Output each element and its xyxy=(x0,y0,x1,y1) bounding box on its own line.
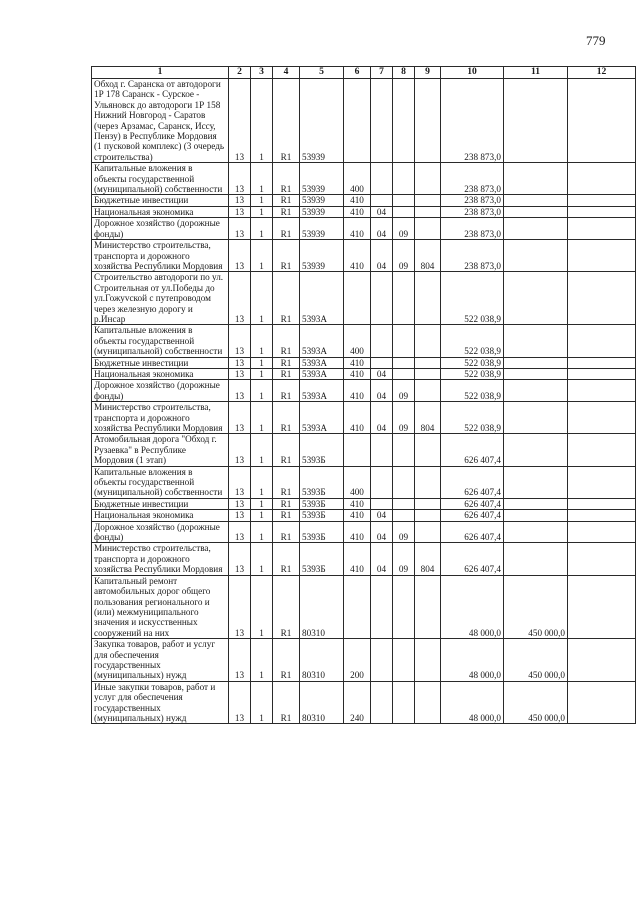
col-2-cell: 13 xyxy=(229,206,251,217)
col-10-cell: 522 038,9 xyxy=(441,357,504,368)
col-2-cell: 13 xyxy=(229,357,251,368)
col-10-cell: 238 873,0 xyxy=(441,195,504,206)
col-8-cell xyxy=(393,466,415,498)
col-5-cell: 53939 xyxy=(300,206,344,217)
col-2-cell: 13 xyxy=(229,380,251,402)
col-12-cell xyxy=(568,543,636,575)
col-12-cell xyxy=(568,195,636,206)
col-9-cell xyxy=(415,357,441,368)
col-8-cell xyxy=(393,79,415,163)
col-7-cell: 04 xyxy=(371,218,393,240)
col-11-cell xyxy=(504,368,568,379)
col-2-cell: 13 xyxy=(229,681,251,724)
table-row xyxy=(92,206,636,217)
row-name: Капитальные вложения в объекты государственной (муниципальной) собственности xyxy=(92,466,229,498)
table-row xyxy=(92,498,636,509)
table-row xyxy=(92,466,636,498)
col-11-cell: 450 000,0 xyxy=(504,681,568,724)
col-6-cell: 410 xyxy=(344,206,371,217)
column-header: 8 xyxy=(393,67,415,79)
col-6-cell: 410 xyxy=(344,521,371,543)
col-5-cell: 5393А xyxy=(300,325,344,357)
col-3-cell: 1 xyxy=(251,79,273,163)
column-header: 4 xyxy=(273,67,300,79)
col-7-cell xyxy=(371,466,393,498)
col-4-cell: R1 xyxy=(273,272,300,325)
col-9-cell xyxy=(415,195,441,206)
col-6-cell: 410 xyxy=(344,218,371,240)
col-7-cell xyxy=(371,357,393,368)
col-3-cell: 1 xyxy=(251,639,273,682)
col-8-cell: 09 xyxy=(393,521,415,543)
row-name: Обход г. Саранска от автодороги 1Р 178 Саранск - Сурское - Ульяновск до автодороги 1Р 158 Нижний Новгород - Саратов (через Арзамас, Саранск, Иссу, Пензу) в Республике Мордовия (1 пусковой комплекс) (3 очередь строительства) xyxy=(92,79,229,163)
col-11-cell xyxy=(504,272,568,325)
col-7-cell xyxy=(371,575,393,638)
col-12-cell xyxy=(568,325,636,357)
table-row xyxy=(92,681,636,724)
col-11-cell xyxy=(504,543,568,575)
table-row xyxy=(92,240,636,272)
row-name: Капитальные вложения в объекты государственной (муниципальной) собственности xyxy=(92,325,229,357)
col-9-cell xyxy=(415,218,441,240)
col-8-cell xyxy=(393,681,415,724)
col-10-cell: 238 873,0 xyxy=(441,163,504,195)
col-8-cell: 09 xyxy=(393,380,415,402)
col-7-cell: 04 xyxy=(371,206,393,217)
col-8-cell xyxy=(393,163,415,195)
col-4-cell: R1 xyxy=(273,575,300,638)
col-9-cell xyxy=(415,510,441,521)
col-3-cell: 1 xyxy=(251,543,273,575)
col-10-cell: 626 407,4 xyxy=(441,434,504,466)
col-6-cell xyxy=(344,575,371,638)
table-row xyxy=(92,639,636,682)
col-10-cell: 626 407,4 xyxy=(441,498,504,509)
col-7-cell: 04 xyxy=(371,521,393,543)
col-4-cell: R1 xyxy=(273,434,300,466)
col-7-cell xyxy=(371,498,393,509)
column-header: 7 xyxy=(371,67,393,79)
col-3-cell: 1 xyxy=(251,380,273,402)
col-9-cell: 804 xyxy=(415,240,441,272)
col-2-cell: 13 xyxy=(229,163,251,195)
col-8-cell xyxy=(393,498,415,509)
col-5-cell: 53939 xyxy=(300,163,344,195)
col-10-cell: 238 873,0 xyxy=(441,79,504,163)
col-9-cell xyxy=(415,434,441,466)
col-5-cell: 5393А xyxy=(300,380,344,402)
col-8-cell: 09 xyxy=(393,543,415,575)
row-name: Дорожное хозяйство (дорожные фонды) xyxy=(92,218,229,240)
table-row xyxy=(92,380,636,402)
col-12-cell xyxy=(568,402,636,434)
col-4-cell: R1 xyxy=(273,402,300,434)
col-7-cell: 04 xyxy=(371,368,393,379)
col-12-cell xyxy=(568,380,636,402)
column-header: 11 xyxy=(504,67,568,79)
column-header: 10 xyxy=(441,67,504,79)
column-header: 3 xyxy=(251,67,273,79)
col-10-cell: 522 038,9 xyxy=(441,368,504,379)
col-9-cell xyxy=(415,206,441,217)
page-number: 779 xyxy=(586,33,606,48)
col-10-cell: 48 000,0 xyxy=(441,681,504,724)
table-row xyxy=(92,368,636,379)
col-8-cell xyxy=(393,272,415,325)
col-11-cell xyxy=(504,498,568,509)
column-header: 6 xyxy=(344,67,371,79)
col-12-cell xyxy=(568,498,636,509)
col-12-cell xyxy=(568,272,636,325)
col-12-cell xyxy=(568,357,636,368)
column-header: 12 xyxy=(568,67,636,79)
col-11-cell xyxy=(504,357,568,368)
table-row xyxy=(92,79,636,163)
col-3-cell: 1 xyxy=(251,368,273,379)
col-5-cell: 5393А xyxy=(300,272,344,325)
col-11-cell xyxy=(504,510,568,521)
col-6-cell: 410 xyxy=(344,380,371,402)
col-7-cell xyxy=(371,681,393,724)
col-7-cell xyxy=(371,325,393,357)
col-9-cell xyxy=(415,681,441,724)
col-8-cell: 09 xyxy=(393,218,415,240)
col-7-cell xyxy=(371,639,393,682)
col-2-cell: 13 xyxy=(229,325,251,357)
table-row xyxy=(92,325,636,357)
col-7-cell: 04 xyxy=(371,402,393,434)
row-name: Национальная экономика xyxy=(92,206,229,217)
col-11-cell xyxy=(504,466,568,498)
col-11-cell xyxy=(504,240,568,272)
col-3-cell: 1 xyxy=(251,434,273,466)
col-6-cell: 410 xyxy=(344,510,371,521)
col-9-cell xyxy=(415,380,441,402)
col-8-cell xyxy=(393,357,415,368)
col-5-cell: 80310 xyxy=(300,575,344,638)
col-11-cell xyxy=(504,434,568,466)
col-2-cell: 13 xyxy=(229,466,251,498)
col-9-cell xyxy=(415,575,441,638)
col-4-cell: R1 xyxy=(273,368,300,379)
col-3-cell: 1 xyxy=(251,206,273,217)
row-name: Дорожное хозяйство (дорожные фонды) xyxy=(92,521,229,543)
col-5-cell: 53939 xyxy=(300,218,344,240)
col-4-cell: R1 xyxy=(273,681,300,724)
row-name: Бюджетные инвестиции xyxy=(92,357,229,368)
row-name: Министерство строительства, транспорта и дорожного хозяйства Республики Мордовия xyxy=(92,240,229,272)
col-10-cell: 238 873,0 xyxy=(441,206,504,217)
column-header: 9 xyxy=(415,67,441,79)
col-10-cell: 48 000,0 xyxy=(441,575,504,638)
col-7-cell xyxy=(371,434,393,466)
col-7-cell: 04 xyxy=(371,510,393,521)
col-12-cell xyxy=(568,79,636,163)
col-9-cell: 804 xyxy=(415,402,441,434)
col-12-cell xyxy=(568,163,636,195)
col-10-cell: 238 873,0 xyxy=(441,218,504,240)
col-3-cell: 1 xyxy=(251,240,273,272)
col-3-cell: 1 xyxy=(251,510,273,521)
col-10-cell: 522 038,9 xyxy=(441,380,504,402)
col-8-cell xyxy=(393,325,415,357)
col-9-cell xyxy=(415,163,441,195)
table-row xyxy=(92,543,636,575)
col-2-cell: 13 xyxy=(229,368,251,379)
col-3-cell: 1 xyxy=(251,195,273,206)
col-7-cell xyxy=(371,163,393,195)
col-5-cell: 5393Б xyxy=(300,498,344,509)
col-2-cell: 13 xyxy=(229,402,251,434)
col-3-cell: 1 xyxy=(251,163,273,195)
col-12-cell xyxy=(568,434,636,466)
col-9-cell xyxy=(415,325,441,357)
col-2-cell: 13 xyxy=(229,240,251,272)
col-10-cell: 626 407,4 xyxy=(441,521,504,543)
column-header: 1 xyxy=(92,67,229,79)
col-4-cell: R1 xyxy=(273,325,300,357)
col-12-cell xyxy=(568,206,636,217)
table-row xyxy=(92,357,636,368)
col-2-cell: 13 xyxy=(229,510,251,521)
col-8-cell xyxy=(393,575,415,638)
col-4-cell: R1 xyxy=(273,218,300,240)
col-7-cell: 04 xyxy=(371,380,393,402)
col-9-cell xyxy=(415,639,441,682)
table-row xyxy=(92,434,636,466)
col-10-cell: 48 000,0 xyxy=(441,639,504,682)
row-name: Капитальный ремонт автомобильных дорог общего пользования регионального и (или) межмуниципального значения и искусственных сооружений на них xyxy=(92,575,229,638)
col-7-cell xyxy=(371,272,393,325)
col-2-cell: 13 xyxy=(229,195,251,206)
col-7-cell: 04 xyxy=(371,543,393,575)
col-9-cell xyxy=(415,368,441,379)
table-row xyxy=(92,521,636,543)
col-8-cell xyxy=(393,206,415,217)
col-5-cell: 5393Б xyxy=(300,434,344,466)
budget-table xyxy=(91,66,636,724)
col-9-cell xyxy=(415,466,441,498)
col-11-cell xyxy=(504,79,568,163)
col-12-cell xyxy=(568,681,636,724)
col-11-cell xyxy=(504,521,568,543)
col-2-cell: 13 xyxy=(229,543,251,575)
col-2-cell: 13 xyxy=(229,575,251,638)
row-name: Национальная экономика xyxy=(92,510,229,521)
col-11-cell xyxy=(504,218,568,240)
row-name: Капитальные вложения в объекты государственной (муниципальной) собственности xyxy=(92,163,229,195)
col-5-cell: 5393А xyxy=(300,402,344,434)
col-11-cell: 450 000,0 xyxy=(504,575,568,638)
col-8-cell xyxy=(393,639,415,682)
col-5-cell: 5393А xyxy=(300,368,344,379)
row-name: Иные закупки товаров, работ и услуг для обеспечения государственных (муниципальных) нужд xyxy=(92,681,229,724)
col-4-cell: R1 xyxy=(273,639,300,682)
col-3-cell: 1 xyxy=(251,272,273,325)
row-name: Бюджетные инвестиции xyxy=(92,195,229,206)
col-12-cell xyxy=(568,368,636,379)
col-5-cell: 5393Б xyxy=(300,521,344,543)
row-name: Бюджетные инвестиции xyxy=(92,498,229,509)
col-10-cell: 626 407,4 xyxy=(441,466,504,498)
col-6-cell: 410 xyxy=(344,368,371,379)
row-name: Дорожное хозяйство (дорожные фонды) xyxy=(92,380,229,402)
col-6-cell xyxy=(344,272,371,325)
row-name: Атомобильная дорога "Обход г. Рузаевка" в Республике Мордовия (1 этап) xyxy=(92,434,229,466)
col-12-cell xyxy=(568,639,636,682)
col-10-cell: 522 038,9 xyxy=(441,272,504,325)
col-7-cell: 04 xyxy=(371,240,393,272)
col-5-cell: 80310 xyxy=(300,681,344,724)
col-12-cell xyxy=(568,575,636,638)
col-5-cell: 5393А xyxy=(300,357,344,368)
col-9-cell xyxy=(415,79,441,163)
col-11-cell: 450 000,0 xyxy=(504,639,568,682)
col-12-cell xyxy=(568,240,636,272)
col-6-cell: 410 xyxy=(344,195,371,206)
col-4-cell: R1 xyxy=(273,466,300,498)
row-name: Строительство автодороги по ул. Строительная от ул.Победы до ул.Гожуvской с путепроводом через железную дорогу и р.Инсар xyxy=(92,272,229,325)
table-row xyxy=(92,402,636,434)
col-2-cell: 13 xyxy=(229,639,251,682)
table-row xyxy=(92,218,636,240)
col-3-cell: 1 xyxy=(251,498,273,509)
col-5-cell: 5393Б xyxy=(300,543,344,575)
col-4-cell: R1 xyxy=(273,543,300,575)
col-10-cell: 522 038,9 xyxy=(441,325,504,357)
col-3-cell: 1 xyxy=(251,575,273,638)
row-name: Министерство строительства, транспорта и дорожного хозяйства Республики Мордовия xyxy=(92,543,229,575)
col-9-cell xyxy=(415,498,441,509)
col-8-cell xyxy=(393,510,415,521)
col-5-cell: 53939 xyxy=(300,195,344,206)
col-6-cell xyxy=(344,79,371,163)
table-row xyxy=(92,163,636,195)
col-10-cell: 626 407,4 xyxy=(441,543,504,575)
col-6-cell: 200 xyxy=(344,639,371,682)
col-8-cell xyxy=(393,368,415,379)
table-header-row xyxy=(92,67,636,79)
col-4-cell: R1 xyxy=(273,380,300,402)
col-6-cell: 410 xyxy=(344,402,371,434)
col-6-cell: 410 xyxy=(344,357,371,368)
col-9-cell xyxy=(415,272,441,325)
col-3-cell: 1 xyxy=(251,402,273,434)
col-5-cell: 5393Б xyxy=(300,466,344,498)
col-11-cell xyxy=(504,402,568,434)
col-5-cell: 53939 xyxy=(300,79,344,163)
col-11-cell xyxy=(504,325,568,357)
col-2-cell: 13 xyxy=(229,498,251,509)
col-12-cell xyxy=(568,510,636,521)
col-4-cell: R1 xyxy=(273,498,300,509)
row-name: Министерство строительства, транспорта и дорожного хозяйства Республики Мордовия xyxy=(92,402,229,434)
col-6-cell xyxy=(344,434,371,466)
col-3-cell: 1 xyxy=(251,218,273,240)
col-11-cell xyxy=(504,380,568,402)
col-6-cell: 400 xyxy=(344,466,371,498)
col-3-cell: 1 xyxy=(251,681,273,724)
col-9-cell xyxy=(415,521,441,543)
col-4-cell: R1 xyxy=(273,510,300,521)
column-header: 2 xyxy=(229,67,251,79)
col-3-cell: 1 xyxy=(251,325,273,357)
row-name: Закупка товаров, работ и услуг для обеспечения государственных (муниципальных) нужд xyxy=(92,639,229,682)
col-11-cell xyxy=(504,206,568,217)
column-header: 5 xyxy=(300,67,344,79)
table-row xyxy=(92,575,636,638)
col-9-cell: 804 xyxy=(415,543,441,575)
col-8-cell xyxy=(393,434,415,466)
col-4-cell: R1 xyxy=(273,521,300,543)
table-row xyxy=(92,272,636,325)
col-5-cell: 53939 xyxy=(300,240,344,272)
col-2-cell: 13 xyxy=(229,218,251,240)
col-12-cell xyxy=(568,466,636,498)
col-10-cell: 238 873,0 xyxy=(441,240,504,272)
table-row xyxy=(92,195,636,206)
col-11-cell xyxy=(504,195,568,206)
col-7-cell xyxy=(371,79,393,163)
col-6-cell: 410 xyxy=(344,240,371,272)
col-6-cell: 400 xyxy=(344,163,371,195)
col-2-cell: 13 xyxy=(229,79,251,163)
col-8-cell: 09 xyxy=(393,240,415,272)
col-5-cell: 5393Б xyxy=(300,510,344,521)
col-4-cell: R1 xyxy=(273,79,300,163)
col-8-cell xyxy=(393,195,415,206)
col-4-cell: R1 xyxy=(273,163,300,195)
table-row xyxy=(92,510,636,521)
col-2-cell: 13 xyxy=(229,521,251,543)
col-3-cell: 1 xyxy=(251,466,273,498)
col-4-cell: R1 xyxy=(273,206,300,217)
col-4-cell: R1 xyxy=(273,357,300,368)
col-6-cell: 410 xyxy=(344,498,371,509)
col-10-cell: 522 038,9 xyxy=(441,402,504,434)
col-5-cell: 80310 xyxy=(300,639,344,682)
col-8-cell: 09 xyxy=(393,402,415,434)
table-body xyxy=(92,79,636,724)
col-11-cell xyxy=(504,163,568,195)
col-4-cell: R1 xyxy=(273,240,300,272)
col-2-cell: 13 xyxy=(229,272,251,325)
row-name: Национальная экономика xyxy=(92,368,229,379)
col-3-cell: 1 xyxy=(251,521,273,543)
col-7-cell xyxy=(371,195,393,206)
col-12-cell xyxy=(568,521,636,543)
col-4-cell: R1 xyxy=(273,195,300,206)
col-10-cell: 626 407,4 xyxy=(441,510,504,521)
col-6-cell: 240 xyxy=(344,681,371,724)
col-2-cell: 13 xyxy=(229,434,251,466)
col-6-cell: 410 xyxy=(344,543,371,575)
col-12-cell xyxy=(568,218,636,240)
col-3-cell: 1 xyxy=(251,357,273,368)
col-6-cell: 400 xyxy=(344,325,371,357)
